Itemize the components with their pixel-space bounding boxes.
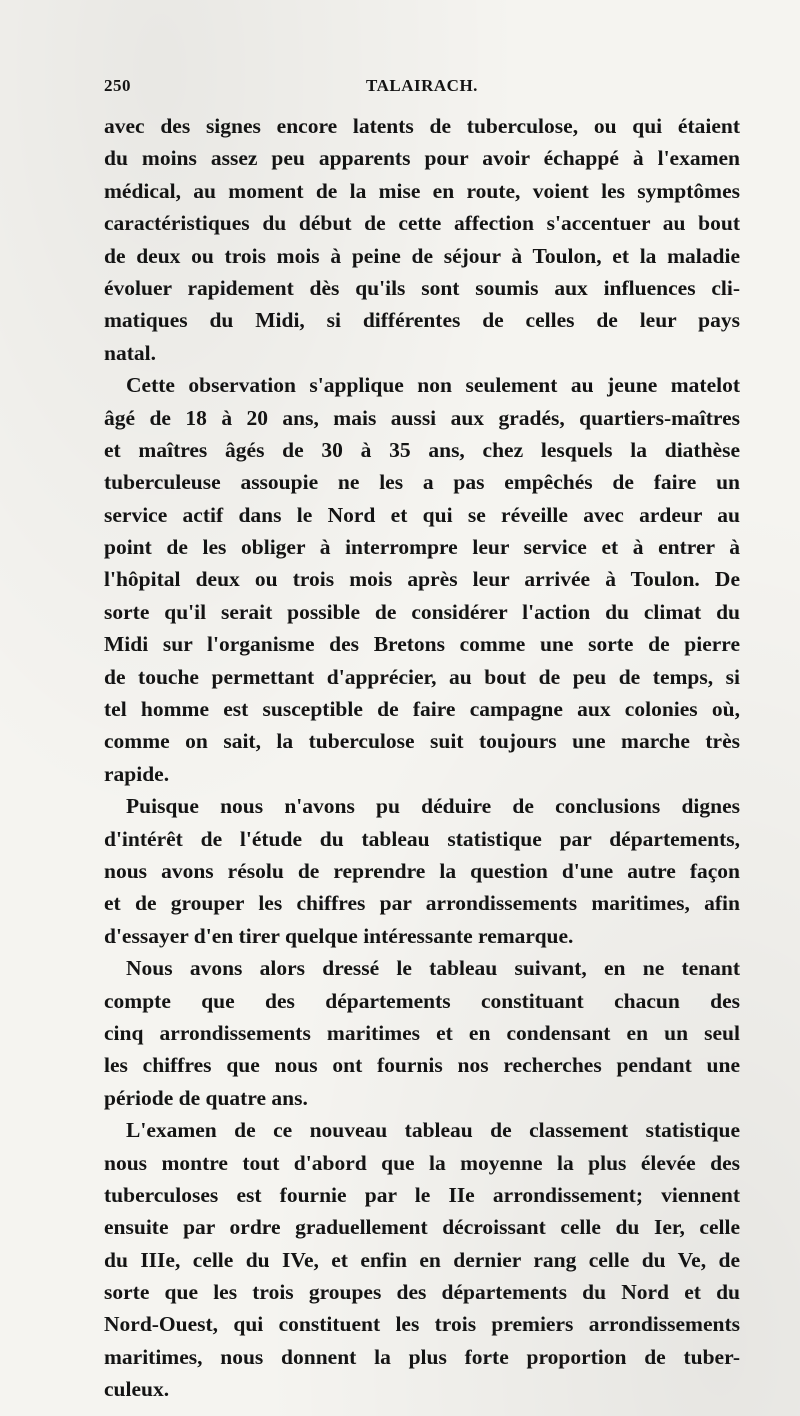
text-line: âgé de 18 à 20 ans, mais aussi aux gradés, quartiers-maîtres	[104, 405, 740, 430]
text-line: de deux ou trois mois à peine de séjour à Toulon, et la maladie	[104, 243, 740, 268]
text-line: Nord-Ouest, qui constituent les trois premiers arrondissements	[104, 1312, 740, 1337]
text-line: Nous avons alors dressé le tableau suivant, en ne tenant	[126, 956, 740, 981]
text-line: tuberculoses est fournie par le IIe arrondissement; viennent	[104, 1182, 740, 1207]
text-line: point de les obliger à interrompre leur service et à entrer à	[104, 535, 740, 560]
text-line: nous avons résolu de reprendre la question d'une autre façon	[104, 858, 740, 883]
text-line: caractéristiques du début de cette affection s'accentuer au bout	[104, 211, 740, 236]
text-line: L'examen de ce nouveau tableau de classement statistique	[126, 1118, 740, 1143]
text-line: de touche permettant d'apprécier, au bout de peu de temps, si	[104, 664, 740, 689]
text-line: nous montre tout d'abord que la moyenne la plus élevée des	[104, 1150, 740, 1175]
body-text	[104, 110, 740, 1406]
text-line: maritimes, nous donnent la plus forte proportion de tuber-	[104, 1344, 740, 1369]
text-line: l'hôpital deux ou trois mois après leur arrivée à Toulon. De	[104, 567, 740, 592]
text-line: matiques du Midi, si différentes de celles de leur pays	[104, 308, 740, 333]
text-line: du IIIe, celle du IVe, et enfin en dernier rang celle du Ve, de	[104, 1247, 740, 1272]
text-line: les chiffres que nous ont fournis nos recherches pendant une	[104, 1053, 740, 1078]
text-line: avec des signes encore latents de tuberculose, ou qui étaient	[104, 114, 740, 138]
text-line: comme on sait, la tuberculose suit toujours une marche très	[104, 729, 740, 754]
text-line: Puisque nous n'avons pu déduire de conclusions dignes	[126, 794, 740, 819]
text-line: d'essayer d'en tirer quelque intéressante remarque.	[104, 923, 574, 948]
text-line: du moins assez peu apparents pour avoir échappé à l'examen	[104, 146, 740, 171]
text-line: sorte qu'il serait possible de considérer l'action du climat du	[104, 599, 740, 624]
text-line: tel homme est susceptible de faire campagne aux colonies où,	[104, 697, 740, 722]
text-line: sorte que les trois groupes des départements du Nord et du	[104, 1280, 740, 1305]
text-line: évoluer rapidement dès qu'ils sont soumis aux influences cli-	[104, 275, 740, 300]
text-line: période de quatre ans.	[104, 1085, 308, 1110]
text-line: ensuite par ordre graduellement décroissant celle du Ier, celle	[104, 1215, 740, 1240]
text-line: et maîtres âgés de 30 à 35 ans, chez lesquels la diathèse	[104, 437, 740, 462]
text-line: culeux.	[104, 1377, 170, 1402]
text-line: et de grouper les chiffres par arrondissements maritimes, afin	[104, 891, 740, 916]
page-header	[104, 76, 740, 104]
page-number: 250	[104, 76, 131, 95]
text-line: tuberculeuse assoupie ne les a pas empêchés de faire un	[104, 470, 740, 495]
text-line: service actif dans le Nord et qui se réveille avec ardeur au	[104, 502, 740, 527]
text-line: médical, au moment de la mise en route, voient les symptômes	[104, 178, 740, 203]
text-line: cinq arrondissements maritimes et en condensant en un seul	[104, 1020, 740, 1045]
text-line: compte que des départements constituant chacun des	[104, 988, 740, 1013]
text-line: natal.	[104, 340, 156, 365]
text-line: rapide.	[104, 761, 170, 786]
text-line: d'intérêt de l'étude du tableau statistique par départements,	[104, 826, 740, 851]
text-line: Cette observation s'applique non seulement au jeune matelot	[126, 373, 740, 398]
text-line: Midi sur l'organisme des Bretons comme une sorte de pierre	[104, 632, 740, 657]
running-head: TALAIRACH.	[366, 76, 478, 95]
